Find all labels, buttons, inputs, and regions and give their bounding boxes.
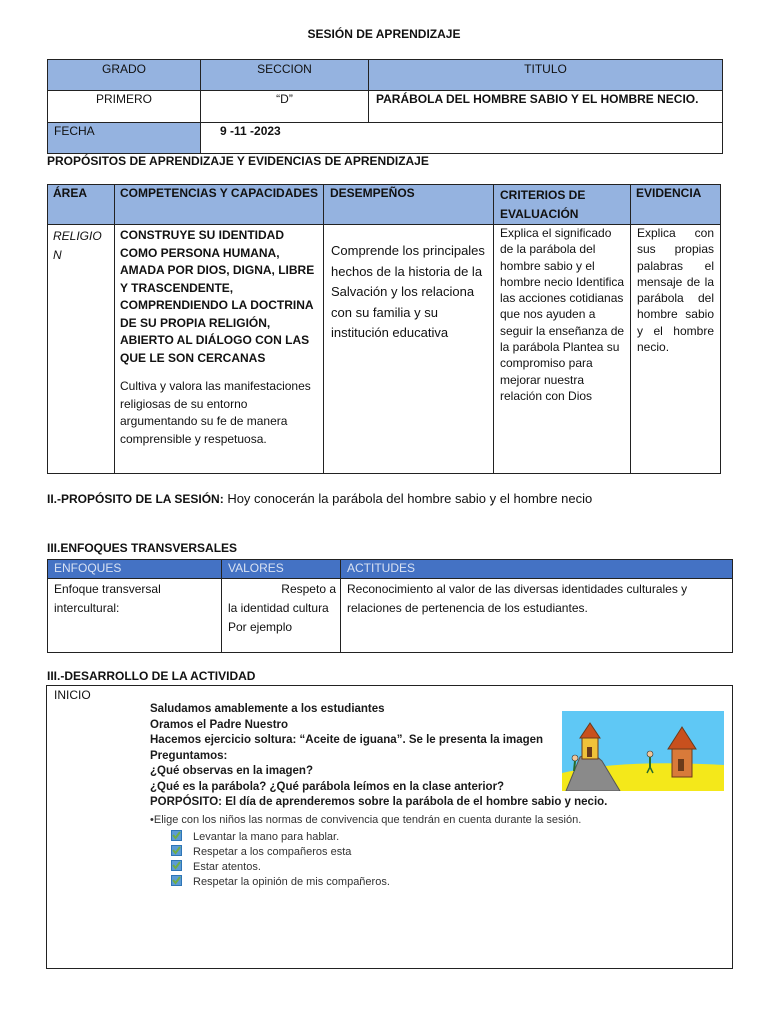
desarrollo-heading: III.-DESARROLLO DE LA ACTIVIDAD xyxy=(47,669,256,683)
inicio-line: Saludamos amablemente a los estudiantes xyxy=(150,703,385,715)
actitud-value: Reconocimiento al valor de las diversas identidades culturales y relaciones de pertenencia de los estudiantes. xyxy=(341,579,733,653)
titulo-header: TITULO xyxy=(369,60,723,91)
checklist-icon xyxy=(171,875,182,886)
evidencia-header: EVIDENCIA xyxy=(631,185,721,225)
enfoque-value: Enfoque transversal intercultural: xyxy=(48,579,222,653)
competencias-cell xyxy=(115,225,324,474)
normas-intro: •Elige con los niños las normas de convivencia que tendrán en cuenta durante la sesión. xyxy=(150,814,582,826)
norma-item xyxy=(171,860,390,875)
seccion-header: SECCION xyxy=(201,60,369,91)
valor-line1: Respeto a xyxy=(281,582,336,596)
norma-item xyxy=(171,845,390,860)
info-table xyxy=(47,59,723,154)
seccion-value: “D” xyxy=(201,91,369,123)
checklist-icon xyxy=(171,860,182,871)
norma-item xyxy=(171,830,390,845)
desempenos-header: DESEMPEÑOS xyxy=(324,185,494,225)
proposito-sesion-label: II.-PROPÓSITO DE LA SESIÓN: xyxy=(47,492,224,506)
inicio-line: ¿Qué es la parábola? ¿Qué parábola leímos en la clase anterior? xyxy=(150,780,505,793)
norma-text: Respetar la opinión de mis compañeros. xyxy=(193,876,390,888)
grado-value: PRIMERO xyxy=(48,91,201,123)
criterios-value: Explica el significado de la parábola del hombre sabio y el hombre necio Identifica las acciones cotidianas que nos ayuden a seguir la enseñanza de la parábola Plantea su compromiso para mejorar nuestra relación con Dios xyxy=(494,225,631,474)
valor-rest: la identidad cultura xyxy=(228,601,329,615)
grado-header: GRADO xyxy=(48,60,201,91)
normas-list xyxy=(171,830,390,890)
inicio-line: PORPÓSITO: El día de aprenderemos sobre la parábola de el hombre sabio y necio. xyxy=(150,796,608,808)
desarrollo-box xyxy=(46,685,733,969)
inicio-lines xyxy=(150,702,607,811)
capacidad-text: Cultiva y valora las manifestaciones religiosas de su entorno argumentando su fe de manera comprensible y respetuosa. xyxy=(120,379,311,446)
valor-example: Por ejemplo xyxy=(228,620,293,634)
proposito-sesion-text: Hoy conocerán la parábola del hombre sabio y el hombre necio xyxy=(223,491,593,506)
valor-cell xyxy=(222,579,341,653)
inicio-line: Preguntamos: xyxy=(150,749,228,762)
titulo-value: PARÁBOLA DEL HOMBRE SABIO Y EL HOMBRE NECIO. xyxy=(369,91,723,123)
purpose-table xyxy=(47,184,721,474)
area-value: RELIGIO N xyxy=(48,225,115,474)
inicio-line: Oramos el Padre Nuestro xyxy=(150,718,289,731)
proposito-sesion xyxy=(47,491,592,506)
checklist-icon xyxy=(171,830,182,841)
area-header: ÁREA xyxy=(48,185,115,225)
actitudes-header: ACTITUDES xyxy=(341,560,733,579)
inicio-line: Hacemos ejercicio soltura: “Aceite de iguana”. Se le presenta la imagen xyxy=(150,734,544,746)
enfoques-heading: III.ENFOQUES TRANSVERSALES xyxy=(47,541,238,555)
norma-text: Levantar la mano para hablar. xyxy=(193,831,340,843)
norma-item xyxy=(171,875,390,890)
enfoques-header: ENFOQUES xyxy=(48,560,222,579)
competencias-header: COMPETENCIAS Y CAPACIDADES xyxy=(115,185,324,225)
checklist-icon xyxy=(171,845,182,856)
enfoques-table xyxy=(47,559,733,653)
competencia-text: CONSTRUYE SU IDENTIDAD COMO PERSONA HUMANA, AMADA POR DIOS, DIGNA, LIBRE Y TRASCENDENTE, COMPRENDIENDO LA DOCTRINA DE SU PROPIA RELIGIÓN, ABIERTO AL DIÁLOGO CON LAS QUE LE SON CERCANAS xyxy=(120,228,315,365)
inicio-line: ¿Qué observas en la imagen? xyxy=(150,765,313,777)
norma-text: Respetar a los compañeros esta xyxy=(193,846,352,858)
propositos-heading: PROPÓSITOS DE APRENDIZAJE Y EVIDENCIAS DE APRENDIZAJE xyxy=(47,154,429,168)
fecha-label: FECHA xyxy=(48,123,201,154)
desempeno-value: Comprende los principales hechos de la historia de la Salvación y los relaciona con su familia y su institución educativa xyxy=(324,225,494,474)
norma-text: Estar atentos. xyxy=(193,861,261,873)
inicio-label: INICIO xyxy=(54,688,91,702)
page-title: SESIÓN DE APRENDIZAJE xyxy=(307,27,461,41)
fecha-value: 9 -11 -2023 xyxy=(201,123,723,154)
criterios-header: CRITERIOS DE EVALUACIÓN xyxy=(494,185,631,225)
evidencia-value: Explica con sus propias palabras el mensaje de la parábola del hombre sabio y el hombre necio. xyxy=(631,225,721,474)
valores-header: VALORES xyxy=(222,560,341,579)
parable-illustration xyxy=(562,711,724,791)
